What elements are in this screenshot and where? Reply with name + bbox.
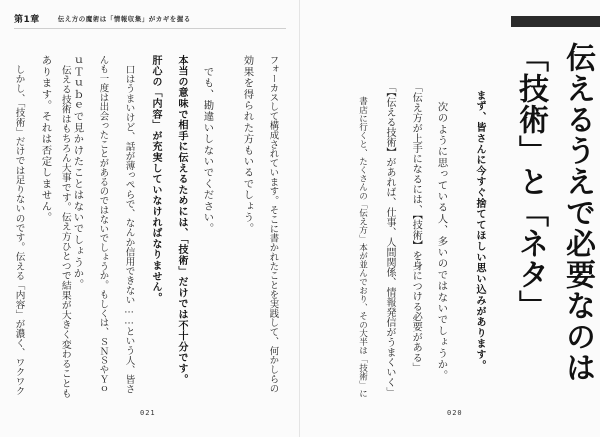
body-column: 口はうまいけど、話が薄っぺらで、なんか信用できない……という人、皆さ — [123, 55, 135, 394]
body-column: 「【伝える技術】があれば、仕事、人間関係、情報発信がうまくいく」 — [384, 82, 395, 397]
body-column: んも一度は出会ったことがあるのではないでしょうか。もしくは、ＳＮＳやＹｏ — [97, 55, 109, 394]
body-column: でも、勘違いしないでください。 — [201, 55, 214, 235]
body-column: 次のように思っている人、多いのではないでしょうか。 — [435, 90, 448, 382]
body-column: 肝心の「内容」が充実していなければなりません。 — [150, 55, 161, 304]
page-number-right: 020 — [447, 409, 463, 417]
body-column: 伝える技術はもちろん大事です。伝え方ひとつで結果が大きく変わることも — [59, 55, 71, 398]
chapter-label: 第1章 — [14, 15, 40, 25]
body-column: まず、皆さんに今すぐ捨ててほしい思い込みがあります。 — [474, 90, 485, 371]
chapter-title: 伝え方の魔術は「情報収集」がカギを握る — [57, 15, 191, 23]
body-column: 効果を得られた方もいるでしょう。 — [241, 55, 254, 235]
body-column: 本当の意味で相手に伝えるためには、「技術」だけでは不十分です。 — [176, 55, 187, 385]
chapter-tab — [511, 16, 600, 27]
section-heading-line-2: 「技術」と「ネタ」 — [513, 42, 548, 321]
section-heading-line-1: 伝えるうえで必要なのは — [560, 42, 595, 383]
body-column: 「伝え方が上手になるには、【技術】を身につける必要がある」 — [410, 82, 422, 373]
running-head — [14, 12, 191, 25]
body-column: ｕＴｕｂｅで見かけたことはないでしょうか。 — [71, 55, 84, 291]
body-column: 書店に行くと、たくさんの「伝え方」本が並んでおり、その大半は「技術」に — [357, 88, 368, 398]
body-column: フォーカスして構成されています。そこに書かれたことを実践して、何かしらの — [267, 55, 279, 394]
body-column: あります。それは否定しません。 — [39, 55, 52, 223]
header-rule — [14, 28, 286, 29]
page-number-left: 021 — [140, 409, 156, 417]
body-column: しかし、「技術」だけでは足りないのです。伝える「内容」が濃く、ワクワク — [13, 55, 25, 396]
gutter-divider — [299, 0, 300, 437]
